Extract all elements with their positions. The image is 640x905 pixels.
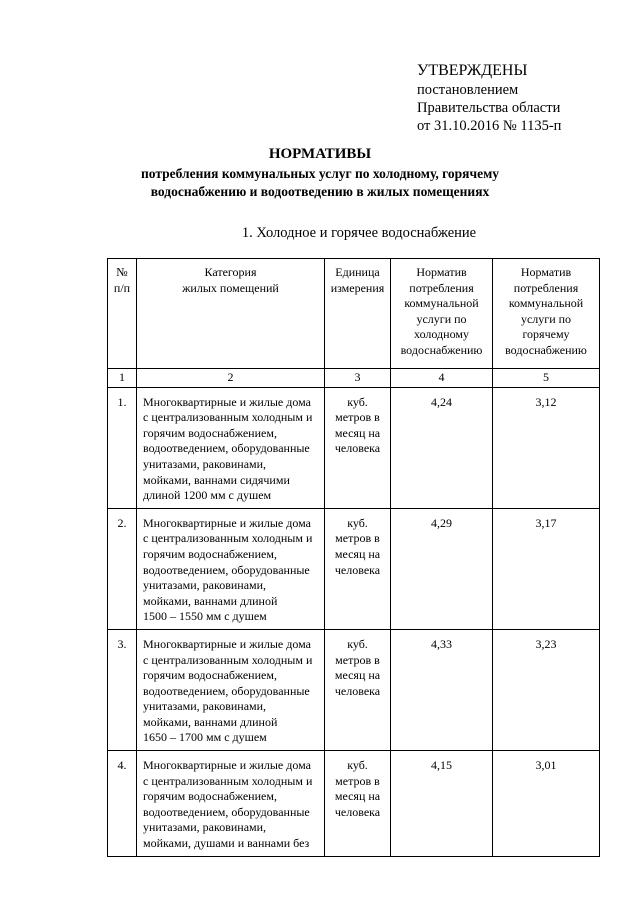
cell-line: Многоквартирные и жилые дома xyxy=(143,515,311,530)
cell-line: с централизованным холодным и xyxy=(143,652,313,667)
row-cold-value: 4,24 xyxy=(391,387,493,508)
row-number: 1. xyxy=(108,387,137,508)
header-line: услуги по xyxy=(416,311,467,326)
row-unit xyxy=(325,387,391,508)
table-row xyxy=(108,751,600,857)
row-hot-value: 3,17 xyxy=(493,508,600,629)
cell-line: месяц на xyxy=(334,425,381,440)
column-number: 3 xyxy=(325,369,391,388)
row-cold-value: 4,33 xyxy=(391,629,493,750)
row-number: 3. xyxy=(108,629,137,750)
header-line: коммунальной xyxy=(508,296,584,311)
column-number: 4 xyxy=(391,369,493,388)
cell-line: человека xyxy=(334,683,381,698)
approval-line: Правительства области xyxy=(417,100,561,116)
cell-line: месяц на xyxy=(334,668,381,683)
header-line: коммунальной xyxy=(404,296,479,311)
section-heading: 1. Холодное и горячее водоснабжение xyxy=(241,225,477,241)
row-unit xyxy=(325,629,391,750)
header-line: жилых помещений xyxy=(182,280,279,295)
cell-line: горячим водоснабжением, xyxy=(143,668,277,683)
cell-line: метров в xyxy=(335,652,380,667)
cell-line: унитазами, раковинами, xyxy=(143,578,267,593)
header-line: услуги по xyxy=(520,311,572,326)
cell-line: 1650 – 1700 мм с душем xyxy=(143,730,267,745)
cell-line: человека xyxy=(334,441,381,456)
cell-line: месяц на xyxy=(334,546,381,561)
row-category xyxy=(137,387,325,508)
column-number-row xyxy=(108,369,600,388)
cell-line: с централизованным холодным и xyxy=(143,531,313,546)
table-body xyxy=(108,387,600,856)
row-category xyxy=(137,508,325,629)
cell-line: Многоквартирные и жилые дома xyxy=(143,758,311,773)
header-cold-norm xyxy=(391,259,493,369)
cell-line: горячим водоснабжением, xyxy=(143,546,277,561)
header-line: измерения xyxy=(330,280,385,295)
row-hot-value: 3,01 xyxy=(493,751,600,857)
header-line: холодному xyxy=(414,327,469,342)
row-unit xyxy=(325,751,391,857)
header-line: горячему xyxy=(522,327,570,342)
column-number: 5 xyxy=(493,369,600,388)
column-number: 2 xyxy=(137,369,325,388)
row-cold-value: 4,15 xyxy=(391,751,493,857)
header-line: № xyxy=(116,265,128,279)
cell-line: метров в xyxy=(335,410,380,425)
cell-line: месяц на xyxy=(334,789,381,804)
cell-line: 1500 – 1550 мм с душем xyxy=(143,609,267,624)
row-number: 2. xyxy=(108,508,137,629)
approval-line: постановлением xyxy=(417,82,519,98)
cell-line: унитазами, раковинами, xyxy=(143,456,267,471)
cell-line: водоотведением, оборудованные xyxy=(143,441,310,456)
cell-line: унитазами, раковинами, xyxy=(143,699,267,714)
cell-line: с централизованным холодным и xyxy=(143,773,313,788)
approval-line: от 31.10.2016 № 1135-п xyxy=(417,118,562,134)
cell-line: мойками, душами и ваннами без xyxy=(143,836,310,851)
header-line: Единица xyxy=(335,265,380,279)
table-row xyxy=(108,629,600,750)
row-hot-value: 3,12 xyxy=(493,387,600,508)
header-category xyxy=(137,259,325,369)
header-hot-norm xyxy=(493,259,600,369)
cell-line: куб. xyxy=(347,758,368,773)
cell-line: Многоквартирные и жилые дома xyxy=(143,636,311,651)
cell-line: человека xyxy=(334,804,381,819)
table-row xyxy=(108,387,600,508)
header-line: Норматив xyxy=(416,265,467,279)
header-row xyxy=(108,259,600,369)
subtitle-line: водоснабжению и водоотведению в жилых помещениях xyxy=(150,184,490,199)
row-category xyxy=(137,751,325,857)
header-line: потребления xyxy=(409,280,474,295)
document-title: НОРМАТИВЫ xyxy=(268,146,372,162)
cell-line: Многоквартирные и жилые дома xyxy=(143,394,311,409)
header-line: потребления xyxy=(513,280,579,295)
subtitle-line: потребления коммунальных услуг по холодному, горячему xyxy=(140,166,500,181)
cell-line: с централизованным холодным и xyxy=(143,410,313,425)
row-hot-value: 3,23 xyxy=(493,629,600,750)
header-line: водоснабжению xyxy=(400,342,483,357)
header-line: водоснабжению xyxy=(505,342,587,357)
cell-line: унитазами, раковинами, xyxy=(143,820,267,835)
cell-line: метров в xyxy=(335,531,380,546)
row-unit xyxy=(325,508,391,629)
cell-line: мойками, ваннами сидячими xyxy=(143,472,290,487)
row-cold-value: 4,29 xyxy=(391,508,493,629)
cell-line: куб. xyxy=(347,394,368,409)
cell-line: куб. xyxy=(347,515,368,530)
cell-line: водоотведением, оборудованные xyxy=(143,683,310,698)
header-num xyxy=(108,259,137,369)
norms-table xyxy=(107,258,600,857)
table-row xyxy=(108,508,600,629)
cell-line: водоотведением, оборудованные xyxy=(143,562,310,577)
approval-block xyxy=(417,60,561,135)
header-line: п/п xyxy=(113,280,131,295)
cell-line: горячим водоснабжением, xyxy=(143,789,277,804)
column-number: 1 xyxy=(108,369,137,388)
header-line: Норматив xyxy=(520,265,572,279)
cell-line: горячим водоснабжением, xyxy=(143,425,277,440)
cell-line: мойками, ваннами длиной xyxy=(143,593,278,608)
cell-line: куб. xyxy=(347,636,368,651)
cell-line: водоотведением, оборудованные xyxy=(143,804,310,819)
cell-line: метров в xyxy=(335,773,380,788)
document-subtitle xyxy=(0,165,640,201)
cell-line: мойками, ваннами длиной xyxy=(143,714,278,729)
cell-line: человека xyxy=(334,562,381,577)
cell-line: длиной 1200 мм с душем xyxy=(143,488,272,503)
approval-heading: УТВЕРЖДЕНЫ xyxy=(417,62,528,79)
row-category xyxy=(137,629,325,750)
row-number: 4. xyxy=(108,751,137,857)
header-unit xyxy=(325,259,391,369)
header-line: Категория xyxy=(204,265,257,279)
